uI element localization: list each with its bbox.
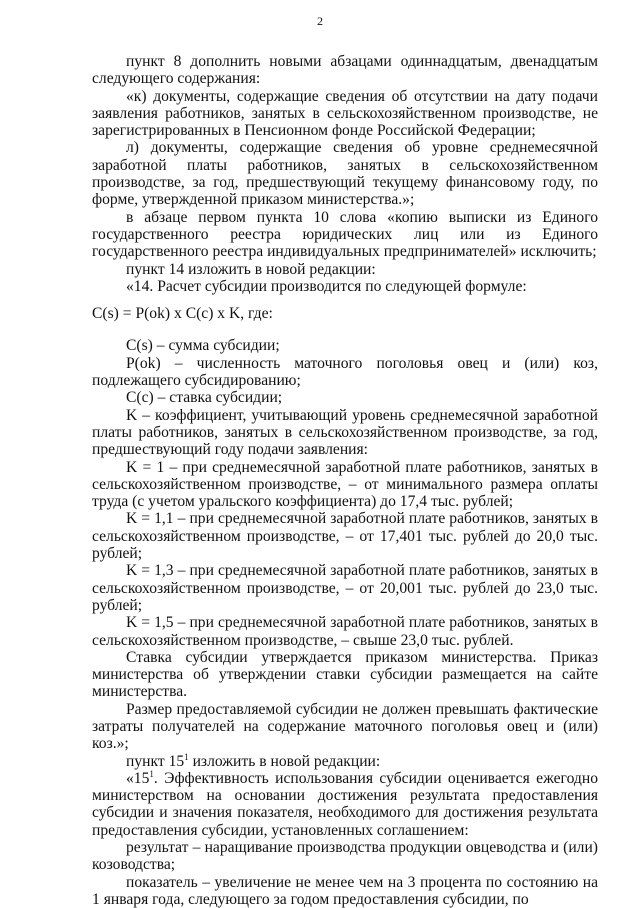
- paragraph-item15-text: «$15^1$. Эффективность использования субсидии оценивается ежегодно министерством на основании достижения результата предоставления субсидии и значения показателя, необходимого для достижения результата предоставления субсидии, установленных соглашением:: [92, 768, 598, 839]
- paragraph: пункт 14 изложить в новой редакции:: [126, 260, 376, 278]
- definition: K = 1,1 – при среднемесячной заработной плате работников, занятых в сельскохозяйственном производстве, – от 17,401 тыс. рублей до 20,0 тыс. рублей;: [92, 510, 598, 563]
- definition: C(c) – ставка субсидии;: [126, 389, 283, 407]
- formula: C(s) = P(ok) x C(c) x K, где:: [92, 305, 273, 323]
- paragraph: «к) документы, содержащие сведения об отсутствии на дату подачи заявления работников, занятых в сельскохозяйственном производстве, не зарегистрированных в Пенсионном фонде Российской Федерации;: [92, 87, 598, 140]
- definition: K – коэффициент, учитывающий уровень среднемесячной заработной платы работников, занятых в сельскохозяйственном производстве, за год, предшествующий году подачи заявления:: [92, 406, 598, 459]
- definition: P(ok) – численность маточного поголовья овец и (или) коз, подлежащего субсидированию;: [92, 354, 598, 390]
- definition: Ставка субсидии утверждается приказом министерства. Приказ министерства об утверждении ставки субсидии размещается на сайте министерства.: [92, 648, 598, 701]
- definition: K = 1,5 – при среднемесячной заработной плате работников, занятых в сельскохозяйственном производстве, – свыше 23,0 тыс. рублей.: [92, 614, 598, 649]
- paragraph-indicator: показатель – увеличение не менее чем на 3 процента по состоянию на 1 января года, следующего за годом предоставления субсидии, по: [92, 873, 598, 908]
- definition: C(s) – сумма субсидии;: [126, 337, 280, 355]
- paragraph: «14. Расчет субсидии производится по следующей формуле:: [126, 277, 527, 295]
- definition: Размер предоставляемой субсидии не должен превышать фактические затраты получателей на содержание маточного поголовья овец и (или) коз.»;: [92, 700, 598, 753]
- paragraph: в абзаце первом пункта 10 слова «копию выписки из Единого государственного реестра юридических лиц или из Единого государственного реестра индивидуальных предпринимателей» исключить;: [92, 208, 598, 261]
- document-body: [92, 53, 598, 908]
- paragraph: пункт 8 дополнить новыми абзацами одиннадцатым, двенадцатым следующего содержания:: [92, 53, 598, 88]
- page-number: 2: [317, 14, 323, 28]
- definition: K = 1 – при среднемесячной заработной плате работников, занятых в сельскохозяйственном производстве, – от минимального размера оплаты труда (с учетом уральского коэффициента) до 17,4 тыс. рублей;: [92, 458, 598, 511]
- paragraph-result: результат – наращивание производства продукции овцеводства и (или) козоводства;: [92, 839, 598, 874]
- paragraph-item15-intro: пункт $15^1$ изложить в новой редакции:: [126, 751, 381, 770]
- definition: K = 1,3 – при среднемесячной заработной плате работников, занятых в сельскохозяйственном производстве, – от 20,001 тыс. рублей до 23,0 тыс. рублей;: [92, 562, 598, 614]
- paragraph: л) документы, содержащие сведения об уровне среднемесячной заработной платы работников, занятых в сельскохозяйственном производстве, за год, предшествующий текущему финансовому году, по форме, утвержденной приказом министерства.»;: [92, 139, 598, 209]
